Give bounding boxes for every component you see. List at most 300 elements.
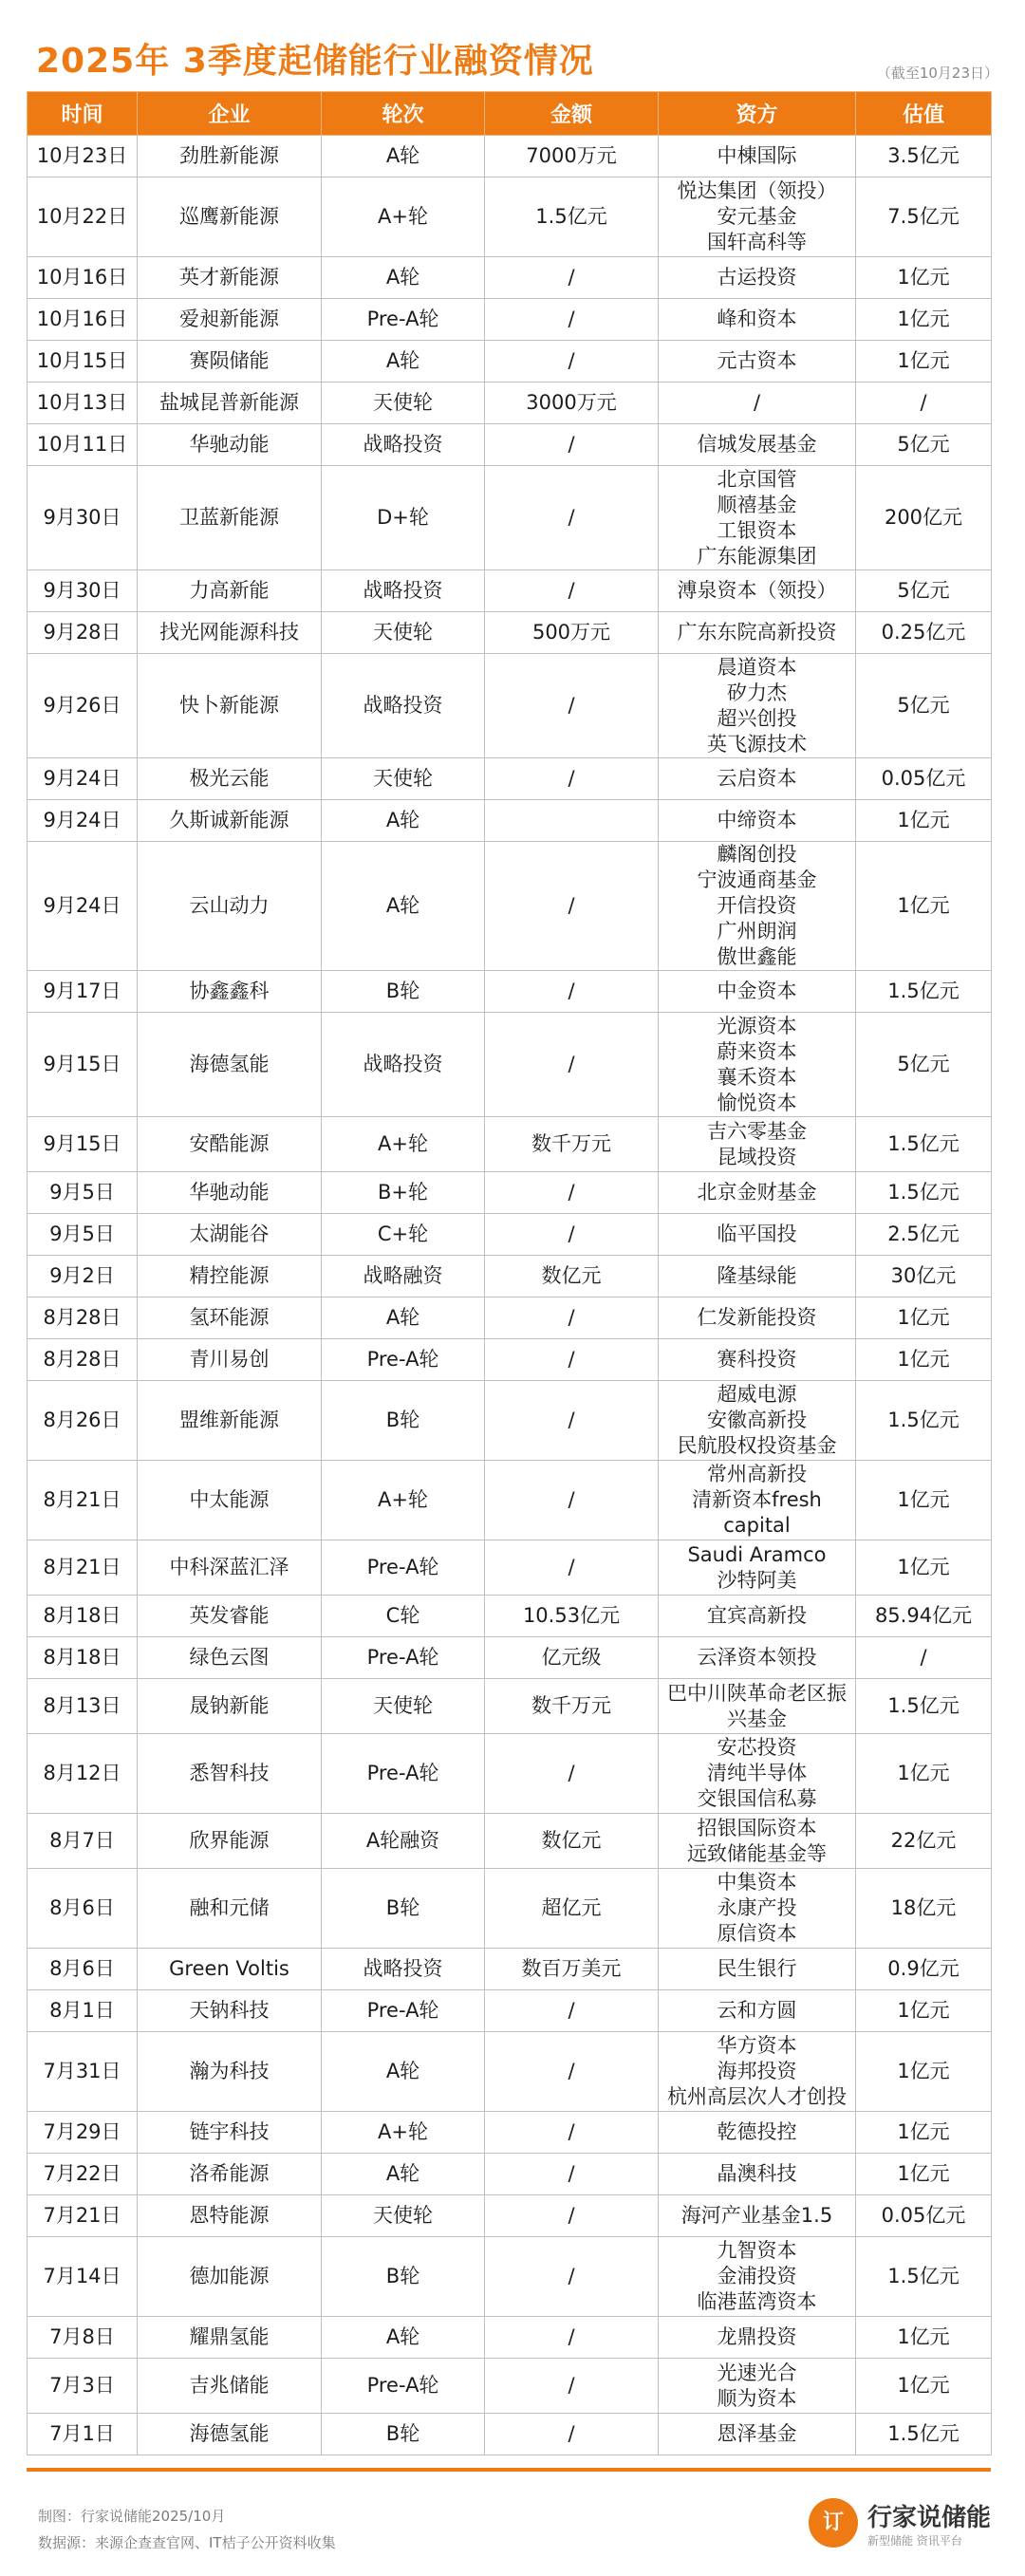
cell-line: 恩特能源 [189, 2204, 270, 2227]
cell-amount [485, 1949, 659, 1990]
cell-investors [659, 612, 856, 654]
cell-round [322, 136, 485, 177]
cell-line: 8月6日 [49, 1896, 115, 1919]
cell-investors [659, 2237, 856, 2317]
table-row [28, 2112, 992, 2154]
cell-line: 战略投资 [363, 433, 443, 456]
cell-company [138, 2414, 322, 2455]
cell-line: 7月8日 [49, 2325, 115, 2348]
cell-company [138, 1949, 322, 1990]
cell-investors [659, 341, 856, 383]
cell-line: / [568, 1556, 575, 1578]
cell-line: 0.05亿元 [881, 767, 966, 790]
cell-line: 中金资本 [717, 980, 797, 1002]
cell-amount [485, 2112, 659, 2154]
cell-line: 晶澳科技 [717, 2162, 797, 2185]
cell-valuation [856, 299, 992, 341]
cell-line: 吉六零基金 [707, 1119, 807, 1143]
cell-line: 极光云能 [189, 767, 270, 790]
cell-amount [485, 1172, 659, 1214]
cell-investors [659, 2414, 856, 2455]
cell-amount [485, 2032, 659, 2112]
cell-line: / [920, 1646, 927, 1669]
cell-line: 10月23日 [36, 144, 128, 167]
cell-line: 找光网能源科技 [159, 621, 299, 644]
cell-valuation [856, 136, 992, 177]
table-row [28, 2195, 992, 2237]
cell-amount [485, 2414, 659, 2455]
cell-company [138, 758, 322, 800]
cell-company [138, 1172, 322, 1214]
table-row [28, 1540, 992, 1596]
brand-logo-icon: 订 [809, 2498, 858, 2548]
table-row [28, 466, 992, 570]
cell-line: 赛陨储能 [189, 349, 270, 372]
cell-line: 爱昶新能源 [179, 308, 279, 330]
cell-line: C+轮 [377, 1223, 429, 1245]
cell-round [322, 1339, 485, 1381]
cell-investors [659, 1339, 856, 1381]
cell-round [322, 299, 485, 341]
cell-line: A+轮 [378, 1488, 428, 1511]
cell-line: / [568, 2162, 575, 2185]
cell-investors [659, 2112, 856, 2154]
cell-line: 0.25亿元 [881, 621, 966, 644]
cell-investors [659, 1013, 856, 1117]
cell-line: 战略投资 [363, 1053, 443, 1075]
column-header-valuation: 估值 [856, 92, 992, 136]
cell-valuation [856, 971, 992, 1013]
cell-line: 华方资本 [717, 2034, 797, 2057]
cell-company [138, 136, 322, 177]
cell-round [322, 2032, 485, 2112]
cell-line: 安徽高新投 [707, 1409, 807, 1431]
cell-line: 200亿元 [884, 506, 963, 529]
cell-line: A轮 [385, 1306, 420, 1329]
cell-date [28, 758, 138, 800]
cell-investors [659, 177, 856, 257]
cell-company [138, 257, 322, 299]
cell-company [138, 842, 322, 971]
cell-investors [659, 383, 856, 424]
cell-line: 1亿元 [897, 1999, 950, 2022]
cell-line: 融和元储 [189, 1896, 270, 1919]
cell-valuation [856, 612, 992, 654]
cell-line: 原信资本 [717, 1922, 797, 1945]
cell-valuation [856, 2032, 992, 2112]
cell-line: 太湖能谷 [189, 1223, 270, 1245]
cell-line: 信城发展基金 [697, 433, 817, 456]
cell-amount [485, 2237, 659, 2317]
cell-line: / [568, 579, 575, 602]
cell-date [28, 1869, 138, 1949]
cell-line: 8月26日 [43, 1409, 121, 1431]
cell-company [138, 383, 322, 424]
cell-line: 工银资本 [717, 518, 797, 542]
cell-line: 天使轮 [373, 1694, 433, 1717]
cell-amount [485, 570, 659, 612]
cell-line: A轮 [385, 894, 420, 917]
cell-line: 1亿元 [897, 266, 950, 289]
cell-line: 8月28日 [43, 1348, 121, 1371]
cell-company [138, 2112, 322, 2154]
cell-line: Pre-A轮 [366, 1762, 439, 1784]
cell-line: 1.5亿元 [887, 2265, 960, 2287]
cell-amount [485, 2195, 659, 2237]
cell-line: 10月11日 [36, 433, 128, 456]
cell-line: Pre-A轮 [366, 1348, 439, 1371]
cell-amount [485, 2359, 659, 2414]
cell-line: 乾德投控 [717, 2120, 797, 2143]
cell-line: 欣界能源 [189, 1829, 270, 1852]
cell-line: 1亿元 [897, 2060, 950, 2082]
cell-round [322, 1172, 485, 1214]
data-source: 数据源：来源企查查官网、IT桔子公开资料收集 [38, 2534, 336, 2551]
cell-line: 沙特阿美 [717, 1568, 797, 1592]
cell-company [138, 2032, 322, 2112]
brand-name: 行家说储能 [867, 2504, 992, 2532]
cell-line: 9月24日 [43, 809, 121, 831]
column-header-amount: 金额 [485, 92, 659, 136]
cell-valuation [856, 1117, 992, 1172]
cell-line: 精控能源 [189, 1264, 270, 1287]
cell-investors [659, 570, 856, 612]
cell-valuation [856, 1297, 992, 1339]
cell-line: 7月14日 [43, 2265, 121, 2287]
cell-line: 9月5日 [49, 1181, 115, 1204]
cell-line: 10月16日 [36, 266, 128, 289]
cell-company [138, 1297, 322, 1339]
cell-line: 9月5日 [49, 1223, 115, 1245]
cell-line: 数百万美元 [521, 1957, 622, 1980]
cell-line: / [568, 1762, 575, 1784]
cell-round [322, 1540, 485, 1596]
cell-line: / [568, 308, 575, 330]
cell-line: 襄禾资本 [717, 1065, 797, 1089]
cell-investors [659, 424, 856, 466]
cell-line: 1亿元 [897, 894, 950, 917]
cell-valuation [856, 1172, 992, 1214]
cell-date [28, 136, 138, 177]
cell-date [28, 1949, 138, 1990]
cell-company [138, 1461, 322, 1540]
cell-line: / [568, 1488, 575, 1511]
cell-line: 1亿元 [897, 1762, 950, 1784]
header [27, 0, 998, 91]
cell-line: 云启资本 [717, 767, 797, 790]
cell-line: 氢环能源 [189, 1306, 270, 1329]
cell-line: 中缔资本 [717, 809, 797, 831]
cell-line: 杭州高层次人才创投 [667, 2085, 847, 2108]
cell-line: / [568, 2325, 575, 2348]
cell-amount [485, 1990, 659, 2032]
cell-line: 0.9亿元 [887, 1957, 960, 1980]
cell-line: / [568, 980, 575, 1002]
table-row [28, 299, 992, 341]
cell-line: 8月21日 [43, 1556, 121, 1578]
cell-line: 18亿元 [890, 1896, 957, 1919]
cell-line: 10.53亿元 [522, 1604, 621, 1627]
cell-date [28, 1990, 138, 2032]
cell-line: / [568, 2204, 575, 2227]
cell-line: 清新资本fresh [692, 1488, 822, 1511]
cell-line: A轮 [385, 349, 420, 372]
cell-amount [485, 1297, 659, 1339]
cell-line: 7000万元 [526, 144, 617, 167]
cell-line: 9月26日 [43, 694, 121, 717]
cell-line: 8月18日 [43, 1646, 121, 1669]
cell-line: 盟维新能源 [179, 1409, 279, 1431]
cell-line: 云泽资本领投 [697, 1646, 817, 1669]
cell-valuation [856, 383, 992, 424]
cell-line: 云山动力 [189, 894, 270, 917]
cell-line: 兴基金 [727, 1707, 787, 1730]
cell-round [322, 383, 485, 424]
table-row [28, 1297, 992, 1339]
cell-round [322, 570, 485, 612]
cell-line: 古运投资 [717, 266, 797, 289]
cell-line: 数亿元 [541, 1264, 602, 1287]
table-row [28, 1117, 992, 1172]
cell-investors [659, 1297, 856, 1339]
cell-line: / [568, 694, 575, 717]
cell-line: 5亿元 [897, 433, 950, 456]
cell-valuation [856, 2154, 992, 2195]
cell-line: 战略投资 [363, 1957, 443, 1980]
cell-line: Pre-A轮 [366, 308, 439, 330]
cell-line: 广东东院高新投资 [677, 621, 837, 644]
cell-amount [485, 424, 659, 466]
cell-line: 金浦投资 [717, 2265, 797, 2287]
cell-round [322, 2359, 485, 2414]
table-row [28, 1990, 992, 2032]
cell-company [138, 654, 322, 758]
cell-line: 2.5亿元 [887, 1223, 960, 1245]
brand-logo [809, 2494, 998, 2557]
table-row [28, 1814, 992, 1869]
cell-valuation [856, 1596, 992, 1637]
cell-investors [659, 1869, 856, 1949]
cell-line: 临平国投 [717, 1223, 797, 1245]
cell-company [138, 1540, 322, 1596]
cell-line: A轮 [385, 2162, 420, 2185]
cell-line: 顺禧基金 [717, 493, 797, 516]
cell-investors [659, 2317, 856, 2359]
table-body [28, 136, 992, 2455]
cell-line: 战略投资 [363, 694, 443, 717]
cell-line: 光源资本 [717, 1014, 797, 1037]
cell-amount [485, 1814, 659, 1869]
cell-line: 亿元级 [541, 1646, 602, 1669]
cell-amount [485, 177, 659, 257]
cell-line: B+轮 [377, 1181, 428, 1204]
cell-valuation [856, 1814, 992, 1869]
cell-line: 英才新能源 [179, 266, 279, 289]
cell-line: 9月28日 [43, 621, 121, 644]
cell-valuation [856, 2317, 992, 2359]
cell-investors [659, 1117, 856, 1172]
cell-round [322, 612, 485, 654]
cell-date [28, 341, 138, 383]
cell-company [138, 1381, 322, 1461]
cell-line: 9月2日 [49, 1264, 115, 1287]
cell-valuation [856, 424, 992, 466]
cell-date [28, 1297, 138, 1339]
cell-line: 1.5亿元 [887, 980, 960, 1002]
cell-line: 青川易创 [189, 1348, 270, 1371]
cell-date [28, 1596, 138, 1637]
cell-line: 远致储能基金等 [687, 1841, 827, 1865]
cell-amount [485, 1869, 659, 1949]
cell-line: 卫蓝新能源 [179, 506, 279, 529]
cell-date [28, 1214, 138, 1256]
cell-line: / [568, 1306, 575, 1329]
cell-line: 英飞源技术 [707, 732, 807, 756]
cell-date [28, 570, 138, 612]
cell-line: 7月29日 [43, 2120, 121, 2143]
cell-line: / [568, 767, 575, 790]
cell-line: / [568, 1053, 575, 1075]
cell-company [138, 1814, 322, 1869]
table-row [28, 758, 992, 800]
table-row [28, 2359, 992, 2414]
table-row [28, 1339, 992, 1381]
cell-amount [485, 257, 659, 299]
cell-line: 10月16日 [36, 308, 128, 330]
cell-amount [485, 1734, 659, 1814]
cell-date [28, 654, 138, 758]
cell-line: / [568, 1181, 575, 1204]
cell-line: 5亿元 [897, 694, 950, 717]
cell-line: 1亿元 [897, 1556, 950, 1578]
cell-line: 麟阁创投 [717, 843, 797, 866]
cell-line: A轮 [385, 266, 420, 289]
cell-line: 8月1日 [49, 1999, 115, 2022]
cell-valuation [856, 1869, 992, 1949]
cell-line: 安元基金 [717, 205, 797, 228]
cell-company [138, 1256, 322, 1297]
cell-investors [659, 1949, 856, 1990]
cell-amount [485, 1596, 659, 1637]
cell-line: 数千万元 [531, 1694, 611, 1717]
cell-line: 巡鹰新能源 [179, 205, 279, 228]
cell-line: 华驰动能 [189, 1181, 270, 1204]
cell-valuation [856, 2112, 992, 2154]
cell-line: 悦达集团（领投） [677, 179, 837, 202]
cell-company [138, 800, 322, 842]
cell-line: 7月3日 [49, 2374, 115, 2397]
cell-line: 5亿元 [897, 579, 950, 602]
cell-round [322, 2237, 485, 2317]
cell-investors [659, 466, 856, 570]
cell-line: 8月18日 [43, 1604, 121, 1627]
cell-line: / [568, 1999, 575, 2022]
cell-valuation [856, 570, 992, 612]
cell-company [138, 341, 322, 383]
cell-valuation [856, 1679, 992, 1734]
cell-line: 8月7日 [49, 1829, 115, 1852]
cell-amount [485, 1679, 659, 1734]
column-header-date: 时间 [28, 92, 138, 136]
cell-line: / [568, 2120, 575, 2143]
cell-line: 蔚来资本 [717, 1039, 797, 1063]
cell-amount [485, 1214, 659, 1256]
cell-company [138, 1214, 322, 1256]
cell-date [28, 2414, 138, 2455]
cell-amount [485, 1256, 659, 1297]
cell-company [138, 466, 322, 570]
cell-line: 劲胜新能源 [179, 144, 279, 167]
cell-line: 链宇科技 [189, 2120, 270, 2143]
table-row [28, 2414, 992, 2455]
cell-round [322, 758, 485, 800]
chart-credit: 制图：行家说储能2025/10月 [38, 2508, 226, 2525]
cell-company [138, 2195, 322, 2237]
cell-line: 8月21日 [43, 1488, 121, 1511]
cell-amount [485, 299, 659, 341]
table-row [28, 1596, 992, 1637]
cell-line: / [568, 266, 575, 289]
cell-investors [659, 1256, 856, 1297]
cell-line: 9月15日 [43, 1053, 121, 1075]
cell-line: 5亿元 [897, 1053, 950, 1075]
table-row [28, 971, 992, 1013]
cell-amount [485, 1381, 659, 1461]
table-row [28, 424, 992, 466]
cell-round [322, 1869, 485, 1949]
cell-line: / [568, 349, 575, 372]
cell-investors [659, 2359, 856, 2414]
table-row [28, 612, 992, 654]
cell-line: 交银国信私募 [697, 1787, 817, 1810]
cell-line: 海河产业基金1.5 [680, 2204, 833, 2227]
cell-round [322, 1214, 485, 1256]
cell-line: Green Voltis [169, 1957, 289, 1980]
cell-line: 天使轮 [373, 767, 433, 790]
cell-valuation [856, 2237, 992, 2317]
cell-line: 英发睿能 [189, 1604, 270, 1627]
cell-amount [485, 1461, 659, 1540]
cell-date [28, 1734, 138, 1814]
cell-investors [659, 1679, 856, 1734]
cell-line: / [568, 1348, 575, 1371]
cell-line: 中科深蓝汇泽 [169, 1556, 289, 1578]
table-row [28, 1381, 992, 1461]
cell-line: 1亿元 [897, 1348, 950, 1371]
table-row [28, 1637, 992, 1679]
cell-line: 中集资本 [717, 1871, 797, 1894]
cell-valuation [856, 1949, 992, 1990]
cell-investors [659, 1214, 856, 1256]
page-title: 2025年 3季度起储能行业融资情况 [36, 42, 594, 81]
cell-line: 1.5亿元 [887, 1409, 960, 1431]
cell-line: 广州朗润 [717, 920, 797, 943]
cell-line: 10月13日 [36, 391, 128, 414]
cell-round [322, 424, 485, 466]
cell-line: 临港蓝湾资本 [697, 2290, 817, 2313]
cell-line: 溥泉资本（领投） [677, 579, 837, 602]
cell-line: 中太能源 [189, 1488, 270, 1511]
cell-line: 安芯投资 [717, 1736, 797, 1759]
cell-company [138, 2317, 322, 2359]
cell-line: C轮 [385, 1604, 420, 1627]
table-row [28, 1461, 992, 1540]
table-row [28, 2317, 992, 2359]
cell-valuation [856, 1990, 992, 2032]
cell-investors [659, 1596, 856, 1637]
column-header-company: 企业 [138, 92, 322, 136]
cell-date [28, 1013, 138, 1117]
